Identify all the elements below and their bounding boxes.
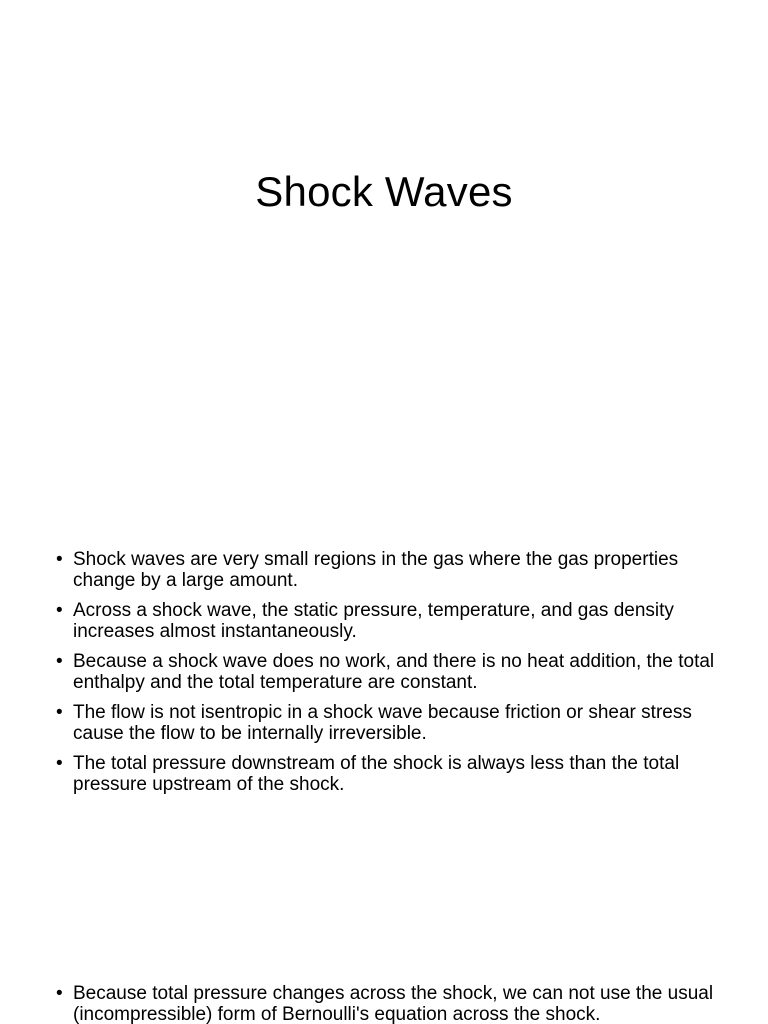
bullet-marker: • bbox=[56, 651, 63, 672]
bullet-marker: • bbox=[56, 549, 63, 570]
bullet-marker: • bbox=[56, 983, 63, 1004]
slide-content-page bbox=[0, 512, 768, 960]
bullet-item bbox=[56, 549, 736, 591]
bullet-item bbox=[56, 702, 736, 744]
bullet-list bbox=[56, 983, 736, 1024]
bullet-marker: • bbox=[56, 600, 63, 621]
bullet-text: Shock waves are very small regions in the gas where the gas properties change by a large amount. bbox=[73, 549, 679, 591]
bullet-item bbox=[56, 651, 736, 693]
bullet-text: Because a shock wave does no work, and there is no heat addition, the total enthalpy and the total temperature are constant. bbox=[73, 651, 715, 693]
bullet-marker: • bbox=[56, 753, 63, 774]
bullet-text: Across a shock wave, the static pressure, temperature, and gas density increases almost instantaneously. bbox=[73, 600, 674, 642]
bullet-marker: • bbox=[56, 702, 63, 723]
bullet-text: The total pressure downstream of the shock is always less than the total pressure upstream of the shock. bbox=[73, 753, 680, 795]
bullet-item bbox=[56, 600, 736, 642]
slide-title: Shock Waves bbox=[255, 168, 513, 215]
slide-continued-page bbox=[0, 960, 768, 1024]
bullet-list bbox=[56, 549, 736, 804]
bullet-text: The flow is not isentropic in a shock wave because friction or shear stress cause the flow to be internally irreversible. bbox=[73, 702, 692, 744]
bullet-text: Because total pressure changes across the shock, we can not use the usual (incompressible) form of Bernoulli's equation across the shock. bbox=[73, 983, 714, 1024]
bullet-item bbox=[56, 753, 736, 795]
bullet-item bbox=[56, 983, 736, 1024]
